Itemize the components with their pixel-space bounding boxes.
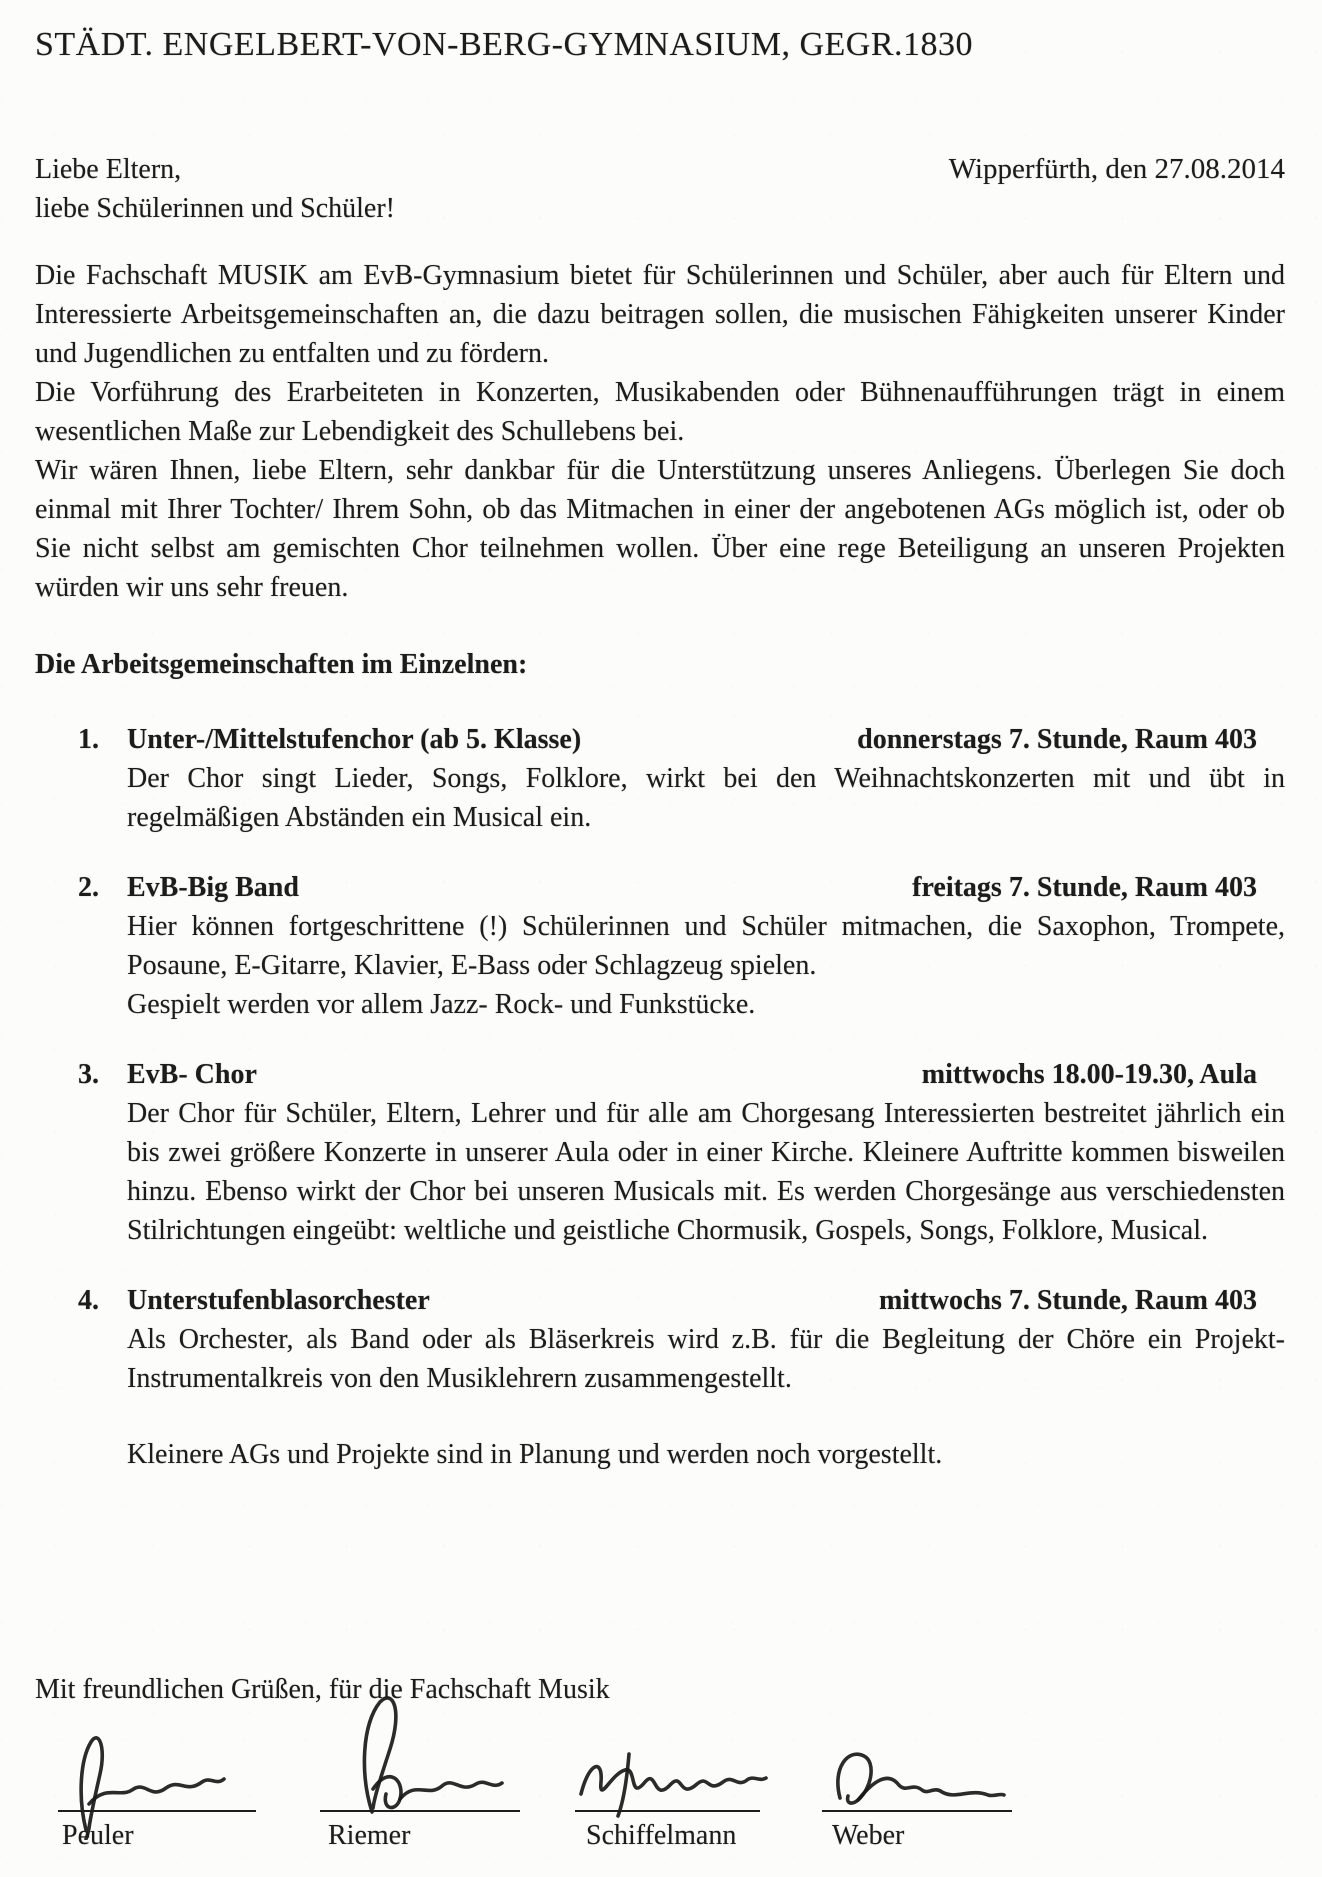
ag-item-description: Der Chor für Schüler, Eltern, Lehrer und für alle am Chorgesang Interessierten bestreitet jährlich ein bis zwei größere Konzerte in unserer Aula oder in einer Kirche. Kleinere Auftritte kommen bisweilen hinzu. Ebenso wirkt der Chor bei unseren Musicals mit. Es werden Chorgesänge aus verschiedensten Stilrichtungen eingeübt: weltliche und geistliche Chormusik, Gospels, Songs, Folklore, Musical. [127,1098,1285,1246]
salutation-line1: Liebe Eltern, [35,154,182,185]
signature-line [58,1810,256,1812]
ag-item-header [78,720,1285,759]
ag-section-heading: Die Arbeitsgemeinschaften im Einzelnen: [35,649,528,680]
ag-item-number: 3. [78,1059,99,1090]
ag-list-item [78,1281,1285,1398]
signature-name: Schiffelmann [586,1820,737,1851]
signature-name: Peuler [62,1820,134,1851]
ag-item-title: EvB-Big Band [127,872,299,903]
intro-paragraph: Die Vorführung des Erarbeiteten in Konzerten, Musikabenden oder Bühnenaufführungen trägt in einem wesentlichen Maße zur Lebendigkeit des Schullebens bei. [35,377,1285,447]
signature-weber-scribble [822,1740,1007,1818]
ag-item-description: Hier können fortgeschrittene (!) Schülerinnen und Schüler mitmachen, die Saxophon, Trompete, Posaune, E-Gitarre, Klavier, E-Bass oder Schlagzeug spielen. [127,911,1285,981]
signature-name: Riemer [328,1820,411,1851]
salutation-line2: liebe Schülerinnen und Schüler! [35,193,396,224]
planning-note: Kleinere AGs und Projekte sind in Planung und werden noch vorgestellt. [127,1439,943,1470]
ag-item-description: Der Chor singt Lieder, Songs, Folklore, wirkt bei den Weihnachtskonzerten mit und übt in regelmäßigen Abständen ein Musical ein. [127,763,1285,833]
ag-item-schedule: donnerstags 7. Stunde, Raum 403 [857,724,1257,755]
signature-schiffelmann-scribble [575,1744,770,1818]
ag-item-schedule: mittwochs 18.00-19.30, Aula [921,1059,1257,1090]
signature-riemer-scribble [320,1694,520,1819]
signature-name: Weber [832,1820,905,1851]
intro-paragraph: Wir wären Ihnen, liebe Eltern, sehr dankbar für die Unterstützung unseres Anliegens. Überlegen Sie doch einmal mit Ihrer Tochter/ Ihrem Sohn, ob das Mitmachen in einer der angebotenen AGs möglich ist, oder ob Sie nicht selbst am gemischten Chor teilnehmen wollen. Über eine rege Beteiligung an unseren Projekten würden wir uns sehr freuen. [35,455,1285,603]
closing-line: Mit freundlichen Grüßen, für die Fachschaft Musik [35,1674,610,1705]
greeting-row [35,150,1285,189]
ag-item-title: Unter-/Mittelstufenchor (ab 5. Klasse) [127,724,582,755]
ag-item-number: 4. [78,1285,99,1316]
ag-item-title: Unterstufenblasorchester [127,1285,430,1316]
ag-item-number: 1. [78,724,99,755]
ag-item-description: Als Orchester, als Band oder als Bläserkreis wird z.B. für die Begleitung der Chöre ein Projekt- Instrumentalkreis von den Musiklehrern zusammengestellt. [127,1324,1285,1394]
ag-item-schedule: freitags 7. Stunde, Raum 403 [912,872,1257,903]
ag-item-header [78,1281,1285,1320]
signature-line [822,1810,1012,1812]
ag-list-item [78,720,1285,837]
signature-line [320,1810,520,1812]
school-letterhead: STÄDT. ENGELBERT-VON-BERG-GYMNASIUM, GEGR.1830 [35,26,973,63]
ag-item-header [78,1055,1285,1094]
ag-list-item [78,868,1285,1024]
ag-item-number: 2. [78,872,99,903]
signature-line [575,1810,760,1812]
intro-section [35,256,1285,607]
ag-list-item [78,1055,1285,1250]
ag-list [35,720,1285,1398]
intro-paragraph: Die Fachschaft MUSIK am EvB-Gymnasium bietet für Schülerinnen und Schüler, aber auch für Eltern und Interessierte Arbeitsgemeinschaften an, die dazu beitragen sollen, die musischen Fähigkeiten unserer Kinder und Jugendlichen zu entfalten und zu fördern. [35,260,1285,369]
ag-item-header [78,868,1285,907]
ag-item-description: Gespielt werden vor allem Jazz- Rock- und Funkstücke. [127,989,756,1020]
signature-block [0,1666,1322,1877]
ag-item-schedule: mittwochs 7. Stunde, Raum 403 [878,1285,1257,1316]
place-date-line: Wipperfürth, den 27.08.2014 [948,153,1285,185]
ag-item-title: EvB- Chor [127,1059,257,1090]
